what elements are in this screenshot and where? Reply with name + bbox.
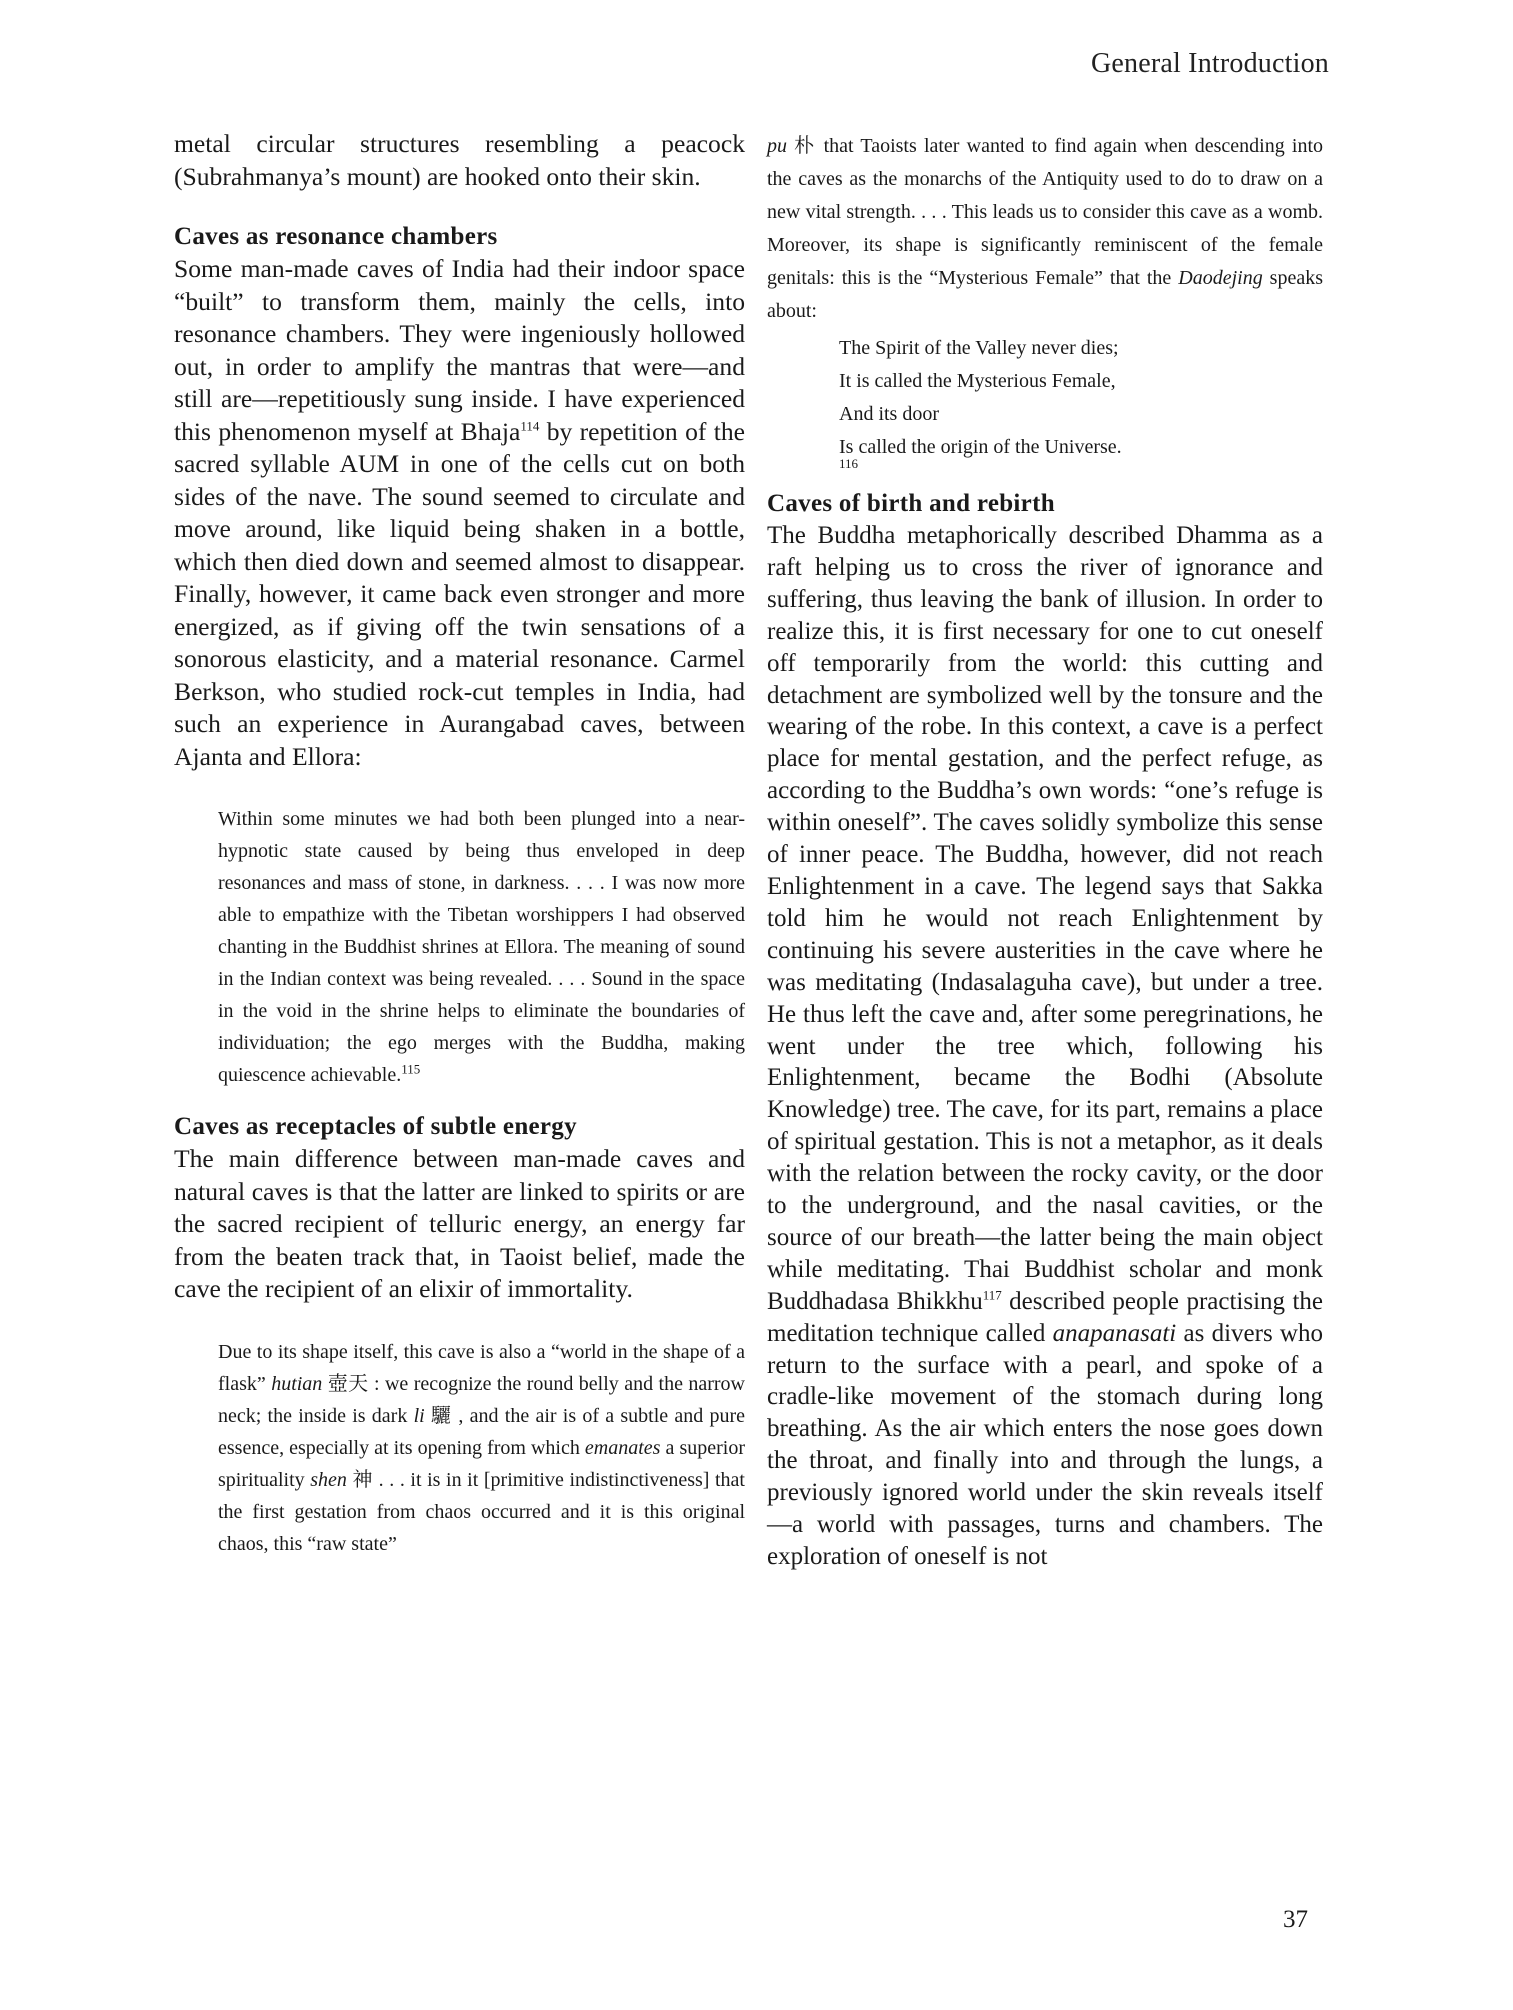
text-span: , and the air is of a subtle and pure essence, especially at its opening from which (218, 1404, 746, 1459)
paragraph-birth-rebirth (767, 520, 1323, 1573)
block-quote-berkson (218, 803, 745, 1091)
text-span: by repetition of the sacred syllable AUM in one of the cells cut on both sides of the nave. The sound seemed to circulate and move around, like liquid being shaken in a bottle, which then died down and seemed almost to disappear. Finally, however, it came back even stronger and more energized, as if giving off the twin sensations of a sonorous elasticity, and a material resonance. Carmel Berkson, who studied rock-cut temples in India, had such an experience in Aurangabad caves, between Ajanta and Ellora: (174, 416, 745, 771)
left-column (174, 128, 745, 1560)
chinese-pu: 朴 (787, 135, 824, 157)
term-pu: pu (767, 135, 787, 157)
block-quote-continued (767, 130, 1323, 328)
verse-line: And its door (839, 403, 939, 425)
footnote-ref-117: 117 (982, 1287, 1002, 1303)
text-span: . . . it is in it [primitive indistinctiveness] that the first gestation from chaos occurred and it is this original chaos, this “raw state” (218, 1468, 745, 1555)
block-quote-flask (218, 1336, 745, 1560)
text-span: that Taoists later wanted to find again when descending into the caves as the monarchs of the Antiquity used to do to draw on a new vital strength. . . . This leads us to consider this cave as a womb. Moreover, its shape is significantly reminiscent of the female genitals: this is the “Mysterious Female” that the (767, 135, 1324, 289)
term-li: li (413, 1404, 425, 1427)
verse-block (839, 332, 1323, 471)
quote-text: Within some minutes we had both been plunged into a near-hypnotic state caused by being thus enveloped in deep resonances and mass of stone, in darkness. . . . I was now more able to empathize with the Tibetan worshippers I had observed chanting in the Buddhist shrines at Ellora. The meaning of sound in the Indian context was being revealed. . . . Sound in the space in the void in the shrine helps to eliminate the boundaries of individuation; the ego merges with the Buddha, making quiescence achievable. (218, 808, 745, 1086)
heading-subtle-energy: Caves as receptacles of subtle energy (174, 1113, 577, 1140)
term-shen: shen (310, 1468, 347, 1491)
text-span: Is called the origin of the Universe. (839, 436, 1122, 458)
heading-resonance-chambers: Caves as resonance chambers (174, 223, 498, 250)
running-head: General Introduction (1090, 48, 1329, 79)
text-span: : we recognize the round belly and the narrow neck; the inside is dark (218, 1372, 746, 1427)
verse-line: It is called the Mysterious Female, (839, 370, 1116, 392)
footnote-ref-115: 115 (401, 1061, 421, 1077)
intro-paragraph: metal circular structures resembling a peacock (Subrahmanya’s mount) are hooked onto their skin. (174, 129, 745, 191)
text-span: as divers who return to the surface with a pearl, and spoke of a cradle-like movement of the stomach during long breathing. As the air which enters the nose goes down the throat, and finally into and through the lungs, a previously ignored world under the skin reveals itself—a world with passages, turns and chambers. The exploration of oneself is not (767, 1319, 1323, 1570)
chinese-li: 驪 (424, 1404, 459, 1427)
text-span: a superior spirituality (218, 1436, 745, 1491)
footnote-ref-114: 114 (520, 417, 540, 433)
verse-line: Is called the origin of the Universe. 116 (839, 431, 1323, 464)
text-span: The Buddha metaphorically described Dhamma as a raft helping us to cross the river of ignorance and suffering, thus leaving the bank of illusion. In order to realize this, it is first necessary for one to cut oneself off temporarily from the world: this cutting and detachment are symbolized well by the tonsure and the wearing of the robe. In this context, a cave is a perfect place for mental gestation, and the perfect refuge, as according to the Buddha’s own words: “one’s refuge is within oneself”. The caves solidly symbolize this sense of inner peace. The Buddha, however, did not reach Enlightenment in a cave. The legend says that Sakka told him he would not reach Enlightenment by continuing his severe austerities in the cave where he was meditating (Indasalaguha cave), but under a tree. He thus left the cave and, after some peregrinations, he went under the tree which, following his Enlightenment, became the Bodhi (Absolute Knowledge) tree. The cave, for its part, remains a place of spiritual gestation. This is not a metaphor, as it deals with the relation between the rocky cavity, or the door to the underground, and the nasal cavities, or the source of our breath—the latter being the main object while meditating. Thai Buddhist scholar and monk Buddhadasa Bhikkhu (767, 522, 1323, 1315)
term-anapanasati: anapanasati (1052, 1319, 1177, 1347)
text-span: speaks about: (767, 267, 1323, 322)
term-emanates: emanates (584, 1436, 661, 1459)
heading-birth-rebirth: Caves of birth and rebirth (767, 490, 1055, 517)
chinese-shen: 神 (346, 1468, 379, 1491)
chinese-hutian: 壺天 (322, 1372, 374, 1395)
text-span: Due to its shape itself, this cave is also a “world in the shape of a flask” (218, 1340, 745, 1395)
paragraph-subtle-energy: The main difference between man-made caves and natural caves is that the latter are linked to spirits or are the sacred recipient of telluric energy, an energy far from the beaten track that, in Taoist belief, made the cave the recipient of an elixir of immortality. (174, 1144, 745, 1303)
term-daodejing: Daodejing (1178, 267, 1263, 289)
right-column (767, 130, 1323, 1573)
text-span: Some man-made caves of India had their indoor space “built” to transform them, mainly the cells, into resonance chambers. They were ingeniously hollowed out, in order to amplify the mantras that were—and still are—repetitiously sung inside. I have experienced this phenomenon myself at Bhaja (174, 254, 745, 446)
term-hutian: hutian (271, 1372, 323, 1395)
text-span: described people practising the meditation technique called (767, 1287, 1323, 1347)
page-number: 37 (1283, 1906, 1308, 1933)
paragraph-resonance (174, 253, 745, 773)
verse-line: The Spirit of the Valley never dies; (839, 337, 1119, 359)
